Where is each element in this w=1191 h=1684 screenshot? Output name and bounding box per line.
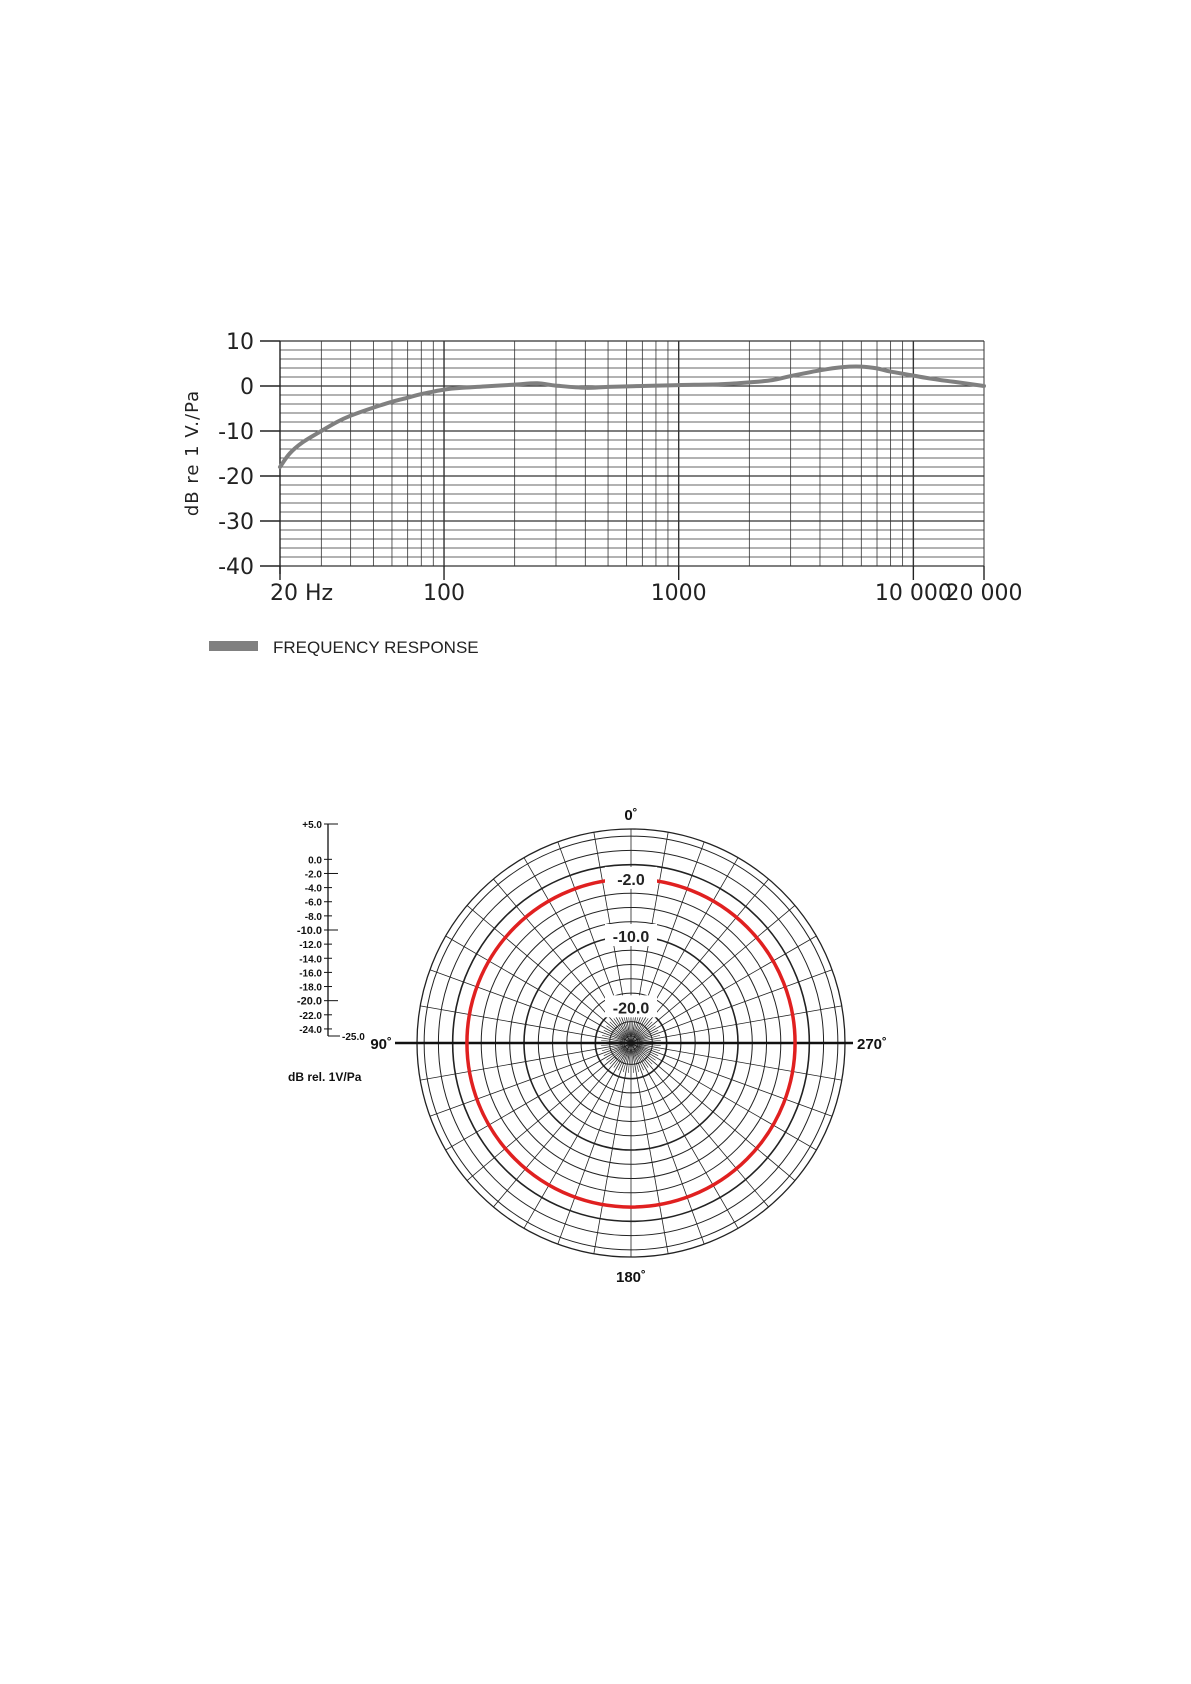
x-axis-ticks xyxy=(270,566,1022,606)
ring-label: -2.0 xyxy=(617,871,645,889)
polar-db-scale xyxy=(297,820,365,1043)
y-tick-label: -30 xyxy=(218,510,254,535)
chart-legend xyxy=(209,638,479,657)
x-tick-label: 100 xyxy=(423,581,466,606)
scale-label: -8.0 xyxy=(304,911,322,923)
scale-label: -2.0 xyxy=(304,869,322,881)
legend-swatch xyxy=(209,641,258,651)
series-frequency-response xyxy=(280,367,984,467)
scale-label: -16.0 xyxy=(299,968,322,980)
polar-pattern-chart xyxy=(288,807,887,1286)
scale-label: 0.0 xyxy=(308,855,322,867)
series-line-frequency-response xyxy=(280,367,984,467)
ring-label: -20.0 xyxy=(612,1000,650,1018)
y-axis-label: dB re 1 V./Pa xyxy=(182,389,203,517)
y-tick-label: 10 xyxy=(226,330,254,355)
scale-label: -12.0 xyxy=(299,940,322,952)
polar-units-label: dB rel. 1V/Pa xyxy=(288,1070,362,1084)
scale-label: -18.0 xyxy=(299,982,322,994)
scale-label: -22.0 xyxy=(299,1010,322,1022)
y-tick-label: -20 xyxy=(218,465,254,490)
x-tick-label: 20 Hz xyxy=(270,581,334,606)
angle-label: 270˚ xyxy=(857,1036,888,1053)
legend-label: FREQUENCY RESPONSE xyxy=(273,638,479,657)
y-tick-label: 0 xyxy=(240,375,254,400)
scale-label: -10.0 xyxy=(296,925,322,937)
x-tick-label: 1000 xyxy=(650,581,707,606)
angle-label: 90˚ xyxy=(370,1036,392,1053)
chart-grid xyxy=(280,341,984,566)
scale-label: -24.0 xyxy=(299,1024,322,1036)
ring-label: -10.0 xyxy=(612,929,650,946)
scale-label: -14.0 xyxy=(299,954,322,966)
angle-label: 0˚ xyxy=(624,807,638,824)
y-axis-ticks xyxy=(218,330,280,580)
scale-label: -20.0 xyxy=(296,995,322,1008)
x-tick-label: 20 000 xyxy=(945,581,1023,606)
scale-label: -6.0 xyxy=(304,897,322,909)
polar-grid xyxy=(395,829,853,1257)
y-tick-label: -40 xyxy=(218,555,254,580)
scale-label: +5.0 xyxy=(302,820,322,831)
scale-label: -4.0 xyxy=(304,883,322,895)
x-tick-label: 10 000 xyxy=(874,581,952,606)
scale-end-label: -25.0 xyxy=(342,1032,365,1043)
frequency-response-chart xyxy=(182,330,1022,657)
angle-label: 180˚ xyxy=(615,1269,647,1286)
y-tick-label: -10 xyxy=(218,420,254,445)
